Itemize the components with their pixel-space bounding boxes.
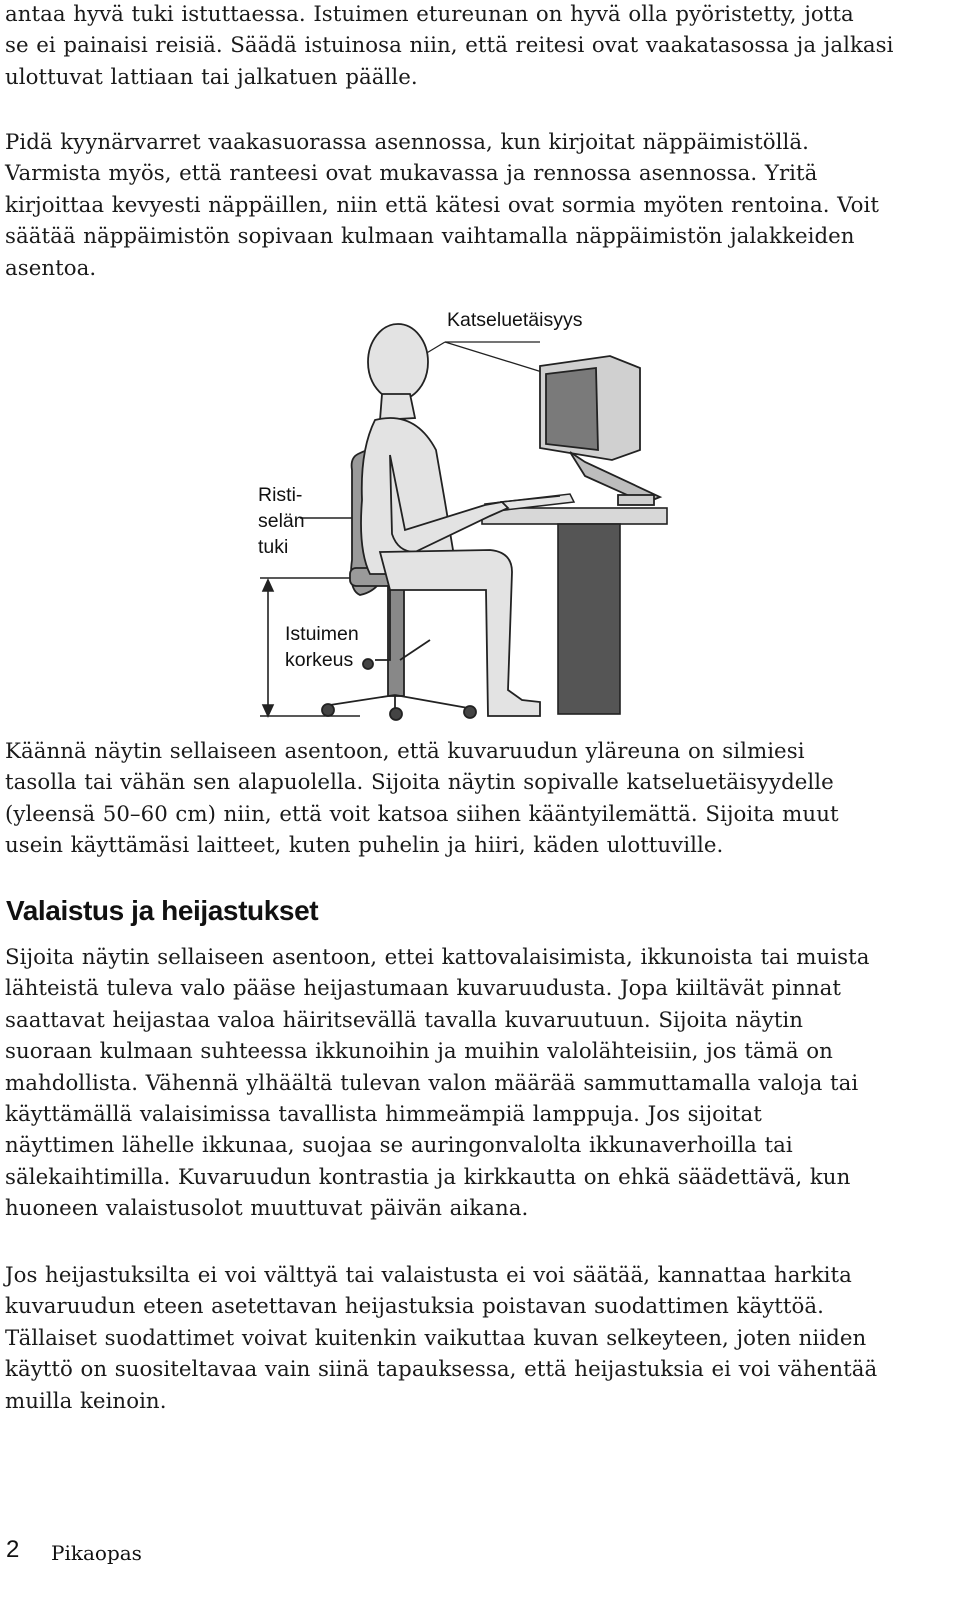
text-line: suoraan kulmaan suhteessa ikkunoihin ja muihin valolähteisiin, jos tämä on <box>5 1039 833 1065</box>
text-line: lähteistä tuleva valo pääse heijastumaan kuvaruudusta. Jopa kiiltävät pinnat <box>5 976 841 1002</box>
text-line: Sijoita näytin sellaiseen asentoon, ettei kattovalaisimista, ikkunoista tai muista <box>5 945 870 970</box>
text-line: kirjoittaa kevyesti näppäillen, niin että kätesi ovat sormia myöten rentoina. Voit <box>5 192 879 218</box>
label-line: Risti- <box>258 484 303 506</box>
text-line: se ei painaisi reisiä. Säädä istuinosa niin, että reitesi ovat vaakatasossa ja jalkasi <box>5 33 894 59</box>
page-number: 2 <box>6 1536 20 1563</box>
text-line: usein käyttämäsi laitteet, kuten puhelin ja hiiri, käden ulottuville. <box>5 833 724 859</box>
text-line: muilla keinoin. <box>5 1388 167 1414</box>
label-viewing-distance: Katseluetäisyys <box>447 309 583 331</box>
text-line: kuvaruudun eteen asetettavan heijastuksia poistavan suodattimen käyttöä. <box>5 1294 824 1320</box>
text-line: Käännä näytin sellaiseen asentoon, että kuvaruudun yläreuna on silmiesi <box>5 739 805 764</box>
text-line: Jos heijastuksilta ei voi välttyä tai valaistusta ei voi säätää, kannattaa harkita <box>5 1263 852 1288</box>
text-line: mahdollista. Vähennä ylhäältä tulevan valon määrää sammuttamalla valoja tai <box>5 1070 859 1096</box>
monitor <box>540 356 660 505</box>
text-line: näyttimen lähelle ikkunaa, suojaa se auringonvalolta ikkunaverhoilla tai <box>5 1133 793 1159</box>
text-line: saattavat heijastaa valoa häiritsevällä tavalla kuvaruutuun. Sijoita näytin <box>5 1007 804 1033</box>
label-line: tuki <box>258 536 289 558</box>
text-line: huoneen valaistusolot muuttuvat päivän aikana. <box>5 1196 529 1222</box>
text-line: sälekaihtimilla. Kuvaruudun kontrastia ja kirkkautta on ehkä säädettävä, kun <box>5 1164 851 1190</box>
text-line: ulottuvat lattiaan tai jalkatuen päälle. <box>5 64 418 90</box>
footer-title: Pikaopas <box>51 1541 142 1565</box>
text-line: tasolla tai vähän sen alapuolella. Sijoita näytin sopivalle katseluetäisyydelle <box>5 770 834 796</box>
text-line: antaa hyvä tuki istuttaessa. Istuimen etureunan on hyvä olla pyöristetty, jotta <box>5 2 854 27</box>
paragraph-glare-filter <box>5 1260 935 1417</box>
text-line: Tällaiset suodattimet voivat kuitenkin vaikuttaa kuvan selkeyteen, joten niiden <box>5 1325 867 1351</box>
text-line: Pidä kyynärvarret vaakasuorassa asennossa, kun kirjoitat näppäimistöllä. <box>5 130 809 155</box>
section-heading: Valaistus ja heijastukset <box>6 895 319 926</box>
text-line: käyttämällä valaisimissa tavallista himmeämpiä lamppuja. Jos sijoitat <box>5 1102 762 1128</box>
label-line: korkeus <box>285 649 354 671</box>
paragraph-lighting <box>5 942 935 1225</box>
label-seat-height <box>285 621 359 673</box>
text-line: Varmista myös, että ranteesi ovat mukavassa ja rennossa asennossa. Yritä <box>5 161 818 187</box>
label-line: Istuimen <box>285 623 359 645</box>
text-line: asentoa. <box>5 255 97 281</box>
text-line: (yleensä 50–60 cm) niin, että voit katsoa siihen kääntyilemättä. Sijoita muut <box>5 801 839 827</box>
text-line: säätää näppäimistön sopivaan kulmaan vaihtamalla näppäimistön jalakkeiden <box>5 224 855 250</box>
paragraph-monitor-position <box>5 736 935 862</box>
label-line: selän <box>258 510 305 532</box>
paragraph-keyboard-posture <box>5 127 935 284</box>
label-lumbar-support <box>258 482 305 560</box>
paragraph-seat-adjustment <box>5 0 935 93</box>
text-line: käyttö on suositeltavaa vain siinä tapauksessa, että heijastuksia ei voi vähentää <box>5 1357 878 1383</box>
